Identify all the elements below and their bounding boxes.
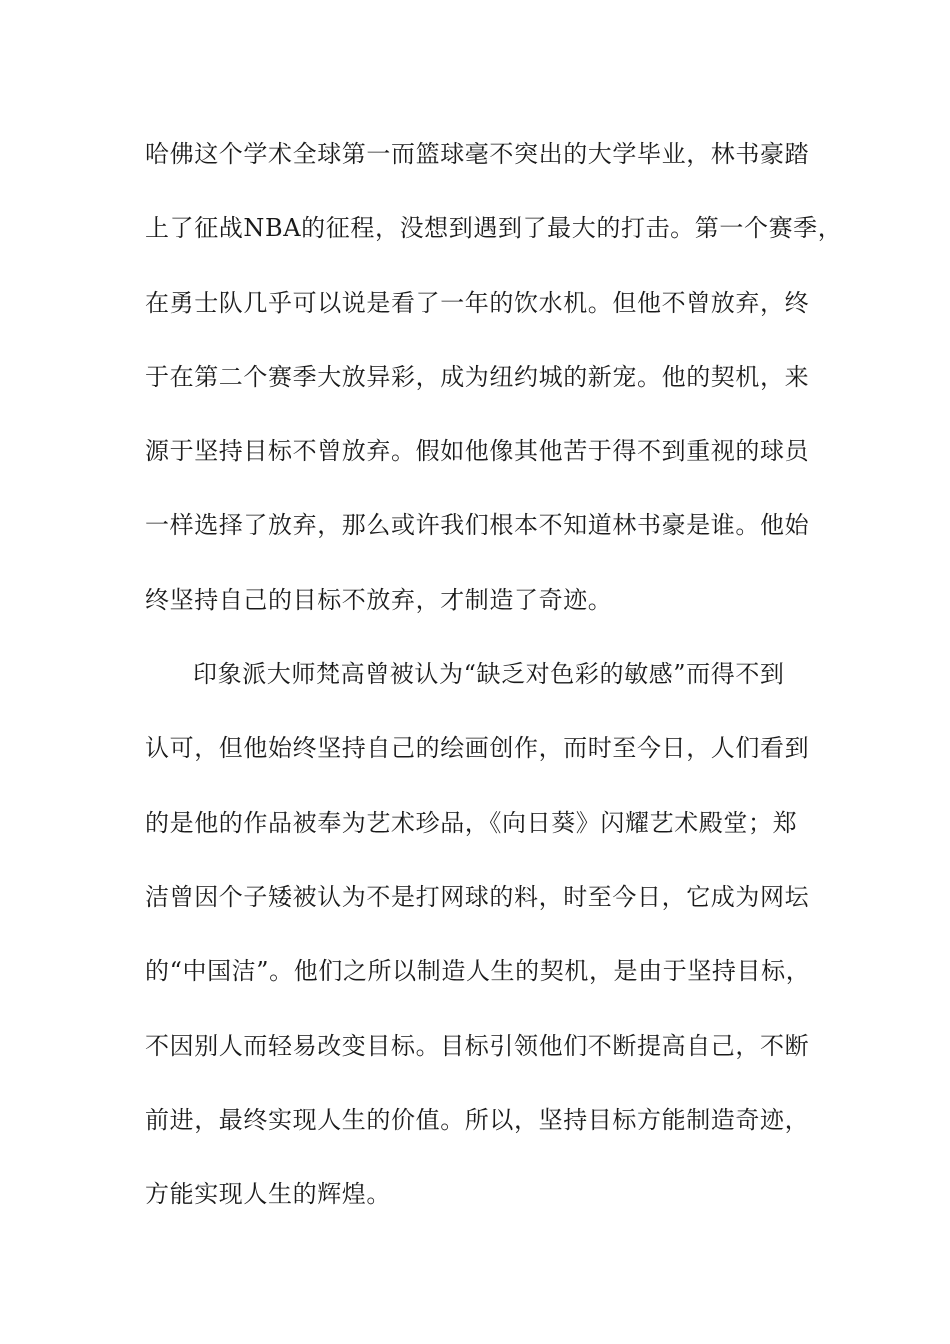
text-line: 方能实现人生的辉煌。: [145, 1180, 391, 1209]
text-line-first-indented: 印象派大师梵高曾被认为“缺乏对色彩的敏感”而得不到: [193, 660, 785, 689]
text-line: 不因别人而轻易改变目标。目标引领他们不断提高自己，不断: [145, 1031, 810, 1060]
text-line: 上了征战NBA的征程，没想到遇到了最大的打击。第一个赛季，: [145, 214, 843, 243]
text-line: 终坚持自己的目标不放弃，才制造了奇迹。: [145, 585, 613, 614]
text-line: 一样选择了放弃，那么或许我们根本不知道林书豪是谁。他始: [145, 511, 810, 540]
paragraph-2: [145, 652, 835, 1246]
text-line: 认可，但他始终坚持自己的绘画创作，而时至今日，人们看到: [145, 734, 810, 763]
text-line: 的“中国洁”。他们之所以制造人生的契机，是由于坚持目标，: [145, 957, 811, 986]
text-line: 前进，最终实现人生的价值。所以，坚持目标方能制造奇迹，: [145, 1105, 810, 1134]
text-line: 在勇士队几乎可以说是看了一年的饮水机。但他不曾放弃，终: [145, 288, 810, 317]
text-line: 源于坚持目标不曾放弃。假如他像其他苦于得不到重视的球员: [145, 437, 810, 466]
document-body: [145, 132, 843, 1246]
text-line: 洁曾因个子矮被认为不是打网球的料，时至今日，它成为网坛: [145, 882, 810, 911]
text-line: 于在第二个赛季大放异彩，成为纽约城的新宠。他的契机，来: [145, 362, 810, 391]
text-line: 的是他的作品被奉为艺术珍品，《向日葵》闪耀艺术殿堂；郑: [145, 808, 798, 837]
text-line: 哈佛这个学术全球第一而篮球毫不突出的大学毕业，林书豪踏: [145, 140, 810, 168]
paragraph-1: [145, 132, 843, 652]
